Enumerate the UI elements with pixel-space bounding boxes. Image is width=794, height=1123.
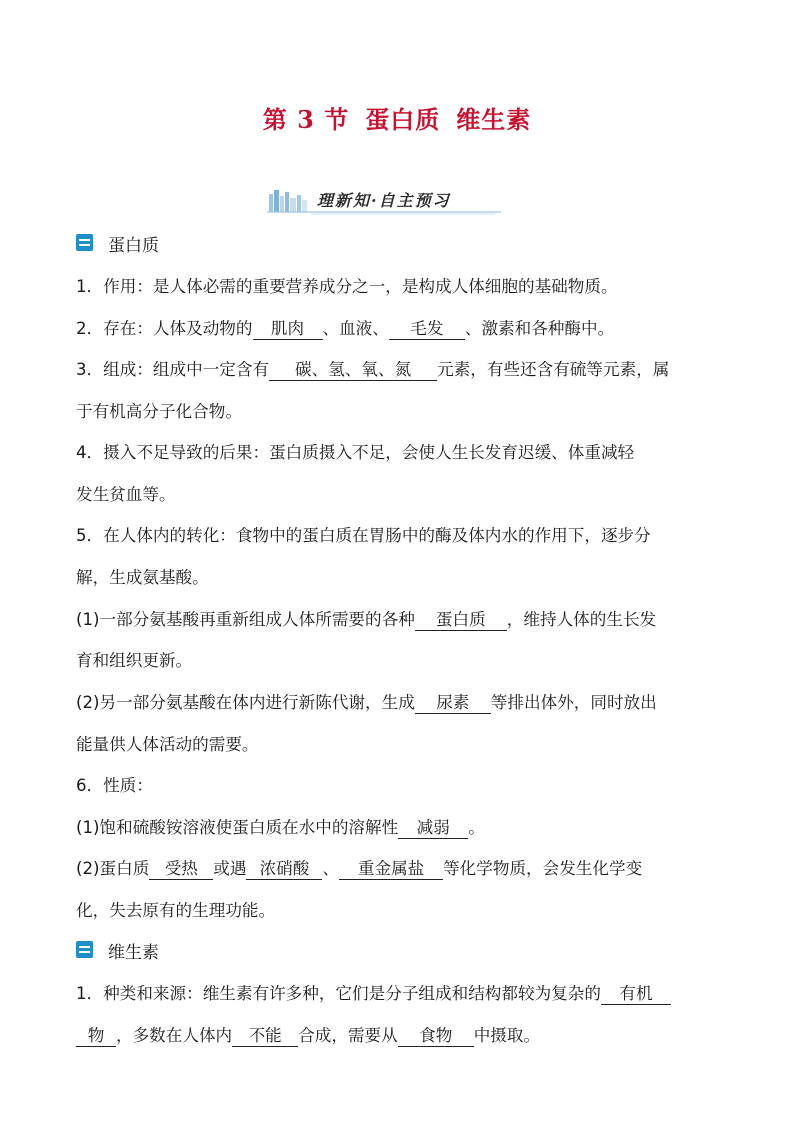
text-line (76, 564, 721, 588)
line-text: 5．在人体内的转化：食物中的蛋白质在胃肠中的酶及体内水的作用下，逐步分 (76, 526, 651, 545)
line-text: (2)蛋白质 (76, 859, 150, 878)
section-heading-label: 蛋白质 (108, 236, 159, 256)
minus-box-icon (76, 941, 93, 958)
text-line (76, 398, 721, 422)
line-text: 。 (468, 818, 485, 837)
answer-blank: 尿素 (415, 692, 491, 714)
text-line (76, 315, 721, 339)
title-section-number: 第 3 节 (262, 105, 350, 134)
line-text: (1)一部分氨基酸再重新组成人体所需要的各种 (76, 610, 415, 629)
title-topic-vitamin: 维生素 (456, 105, 532, 134)
answer-blank: 浓硝酸 (246, 858, 322, 880)
section-heading-label: 维生素 (108, 943, 159, 963)
answer-blank: 食物 (398, 1025, 474, 1047)
banner-label: 理新知·自主预习 (317, 191, 451, 210)
line-text: 6．性质： (76, 776, 153, 795)
answer-blank: 减弱 (398, 817, 468, 839)
line-text: 解，生成氨基酸。 (76, 568, 209, 587)
answer-blank: 蛋白质 (415, 609, 507, 631)
line-text: 或遇 (213, 859, 247, 878)
line-text: 、 (322, 859, 340, 878)
text-line (76, 897, 721, 921)
line-text: 元素，有些还含有硫等元素，属 (437, 360, 670, 379)
line-text: 2．存在：人体及动物的 (76, 319, 253, 338)
line-text: 发生贫血等。 (76, 485, 176, 504)
line-text: 1．种类和来源：维生素有许多种，它们是分子组成和结构都较为复杂的 (76, 984, 601, 1003)
line-text: 合成，需要从 (298, 1026, 398, 1045)
line-text: 3．组成：组成中一定含有 (76, 360, 270, 379)
text-line (76, 606, 721, 630)
answer-blank: 碳、氢、氧、氮 (269, 359, 437, 381)
answer-blank: 有机 (601, 983, 671, 1005)
answer-blank: 受热 (149, 858, 213, 880)
line-text: 、激素和各种酶中。 (464, 319, 615, 338)
text-line (76, 439, 721, 463)
line-text: 于有机高分子化合物。 (76, 402, 242, 421)
page-title (0, 100, 794, 135)
line-text: 等化学物质，会发生化学变 (443, 859, 643, 878)
text-line (76, 689, 721, 713)
text-line (76, 647, 721, 671)
line-text: (1)饱和硫酸铵溶液使蛋白质在水中的溶解性 (76, 818, 399, 837)
text-line (76, 273, 721, 297)
answer-blank: 不能 (232, 1025, 298, 1047)
answer-blank: 毛发 (389, 318, 465, 340)
text-line (76, 356, 721, 380)
text-line (76, 855, 721, 879)
line-text: 等排出体外，同时放出 (490, 693, 657, 712)
line-text: ，维持人体的生长发 (506, 610, 657, 629)
line-text: (2)另一部分氨基酸在体内进行新陈代谢，生成 (76, 693, 415, 712)
line-text: 1．作用：是人体必需的重要营养成分之一，是构成人体细胞的基础物质。 (76, 277, 618, 296)
text-line (76, 481, 721, 505)
line-text: 化，失去原有的生理功能。 (76, 901, 276, 920)
text-line (76, 731, 721, 755)
line-text: ，多数在人体内 (116, 1026, 233, 1045)
answer-blank: 物 (76, 1025, 116, 1047)
section-banner (267, 186, 501, 216)
text-line (76, 1022, 721, 1046)
title-topic-protein: 蛋白质 (365, 105, 441, 134)
line-text: 育和组织更新。 (76, 651, 193, 670)
line-text: 能量供人体活动的需要。 (76, 735, 259, 754)
text-line (76, 980, 721, 1004)
text-line (76, 814, 721, 838)
text-line (76, 522, 721, 546)
answer-blank: 重金属盐 (339, 858, 443, 880)
line-text: 4．摄入不足导致的后果：蛋白质摄入不足，会使人生长发育迟缓、体重减轻 (76, 443, 635, 462)
answer-blank: 肌肉 (253, 318, 323, 340)
line-text: 中摄取。 (473, 1026, 541, 1045)
line-text: 、血液、 (322, 319, 389, 338)
minus-box-icon (76, 234, 93, 251)
text-line (76, 772, 721, 796)
